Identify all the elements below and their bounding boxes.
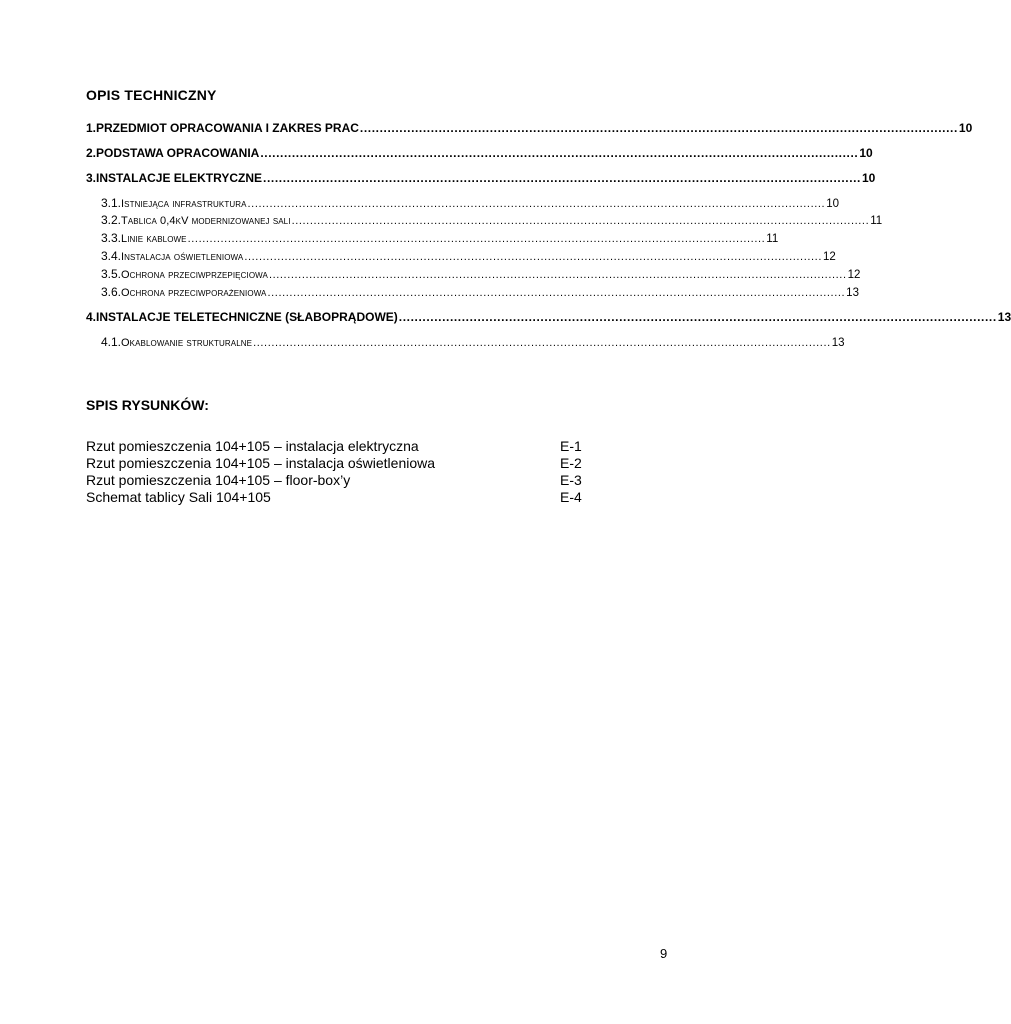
toc-entry-3-1[interactable] — [101, 196, 839, 210]
toc-leader: .............................................................................................................................................................. — [268, 269, 847, 281]
toc-title: INSTALACJE ELEKTRYCZNE — [96, 171, 263, 185]
toc-leader: .............................................................................................................................................................. — [187, 233, 766, 245]
drawing-code: E-3 — [560, 472, 582, 488]
toc-entry-3-6[interactable] — [101, 285, 859, 299]
toc-entry-1[interactable] — [86, 121, 973, 135]
toc-number: 3.2. — [101, 213, 122, 227]
toc-leader: .............................................................................................................................................................. — [253, 337, 831, 349]
toc-number: 3.3. — [101, 231, 122, 245]
toc-leader: .............................................................................................................................................................. — [267, 287, 846, 299]
toc-page: 10 — [958, 121, 973, 135]
toc-page: 11 — [766, 233, 779, 245]
toc-page: 13 — [997, 310, 1011, 324]
toc-leader: ........................................................................................................................................................ — [359, 121, 958, 135]
toc-number: 3.1. — [101, 196, 122, 210]
toc-entry-3-4[interactable] — [101, 249, 836, 263]
toc-number: 2. — [86, 146, 97, 160]
toc-leader: .............................................................................................................................................................. — [244, 251, 822, 263]
drawing-item — [86, 438, 586, 455]
toc-entry-3-3[interactable] — [101, 231, 779, 245]
toc-title: INSTALACJE TELETECHNICZNE (SŁABOPRĄDOWE) — [96, 310, 398, 324]
toc-leader: ........................................................................................................................................................ — [398, 310, 997, 324]
toc-entry-3[interactable] — [86, 171, 876, 185]
toc-leader: .............................................................................................................................................................. — [291, 215, 870, 227]
toc-page: 11 — [870, 215, 883, 227]
drawing-code: E-1 — [560, 438, 582, 454]
toc-page: 13 — [831, 337, 845, 349]
toc-title: Ochrona przeciwprzepięciowa — [121, 269, 268, 281]
toc-number: 3.6. — [101, 285, 122, 299]
toc-title: Instalacja oświetleniowa — [121, 251, 244, 263]
drawing-item — [86, 455, 586, 472]
drawing-item — [86, 489, 586, 506]
toc-entry-4[interactable] — [86, 310, 1011, 324]
toc-title: PRZEDMIOT OPRACOWANIA I ZAKRES PRAC — [96, 121, 359, 135]
toc-title: Istniejąca infrastruktura — [121, 198, 247, 210]
drawing-code: E-4 — [560, 489, 582, 505]
toc-leader: .............................................................................................................................................................. — [247, 198, 826, 210]
toc-number: 1. — [86, 121, 97, 135]
drawing-title: Rzut pomieszczenia 104+105 – floor-box’y — [86, 472, 351, 488]
toc-page: 12 — [823, 251, 836, 263]
toc-number: 4. — [86, 310, 97, 324]
drawing-title: Schemat tablicy Sali 104+105 — [86, 489, 271, 505]
page-number: 9 — [660, 946, 668, 961]
toc-number: 3. — [86, 171, 97, 185]
toc-title: PODSTAWA OPRACOWANIA — [96, 146, 260, 160]
toc-page: 10 — [826, 198, 839, 210]
toc-entry-3-5[interactable] — [101, 267, 861, 281]
drawing-title: Rzut pomieszczenia 104+105 – instalacja elektryczna — [86, 438, 419, 454]
toc-entry-4-1[interactable] — [101, 335, 845, 349]
toc-page: 13 — [846, 287, 859, 299]
toc-entry-2[interactable] — [86, 146, 873, 160]
toc-title: Okablowanie strukturalne — [121, 337, 253, 349]
drawings-list — [86, 438, 586, 506]
toc-leader: ........................................................................................................................................................ — [263, 171, 861, 185]
drawing-item — [86, 472, 586, 489]
toc-leader: ........................................................................................................................................................ — [260, 146, 859, 160]
toc-entry-3-2[interactable] — [101, 213, 883, 227]
toc-number: 4.1. — [101, 335, 122, 349]
drawings-heading: SPIS RYSUNKÓW: — [86, 397, 209, 413]
drawing-code: E-2 — [560, 455, 582, 471]
toc-title: Ochrona przeciwporażeniowa — [121, 287, 267, 299]
toc-title: Linie kablowe — [121, 233, 187, 245]
toc-page: 10 — [859, 146, 873, 160]
drawing-title: Rzut pomieszczenia 104+105 – instalacja oświetleniowa — [86, 455, 436, 471]
toc-page: 10 — [862, 171, 876, 185]
toc-number: 3.4. — [101, 249, 122, 263]
toc-page: 12 — [847, 269, 861, 281]
page-title: OPIS TECHNICZNY — [86, 87, 217, 103]
toc-number: 3.5. — [101, 267, 122, 281]
toc-title: Tablica 0,4kV modernizowanej sali — [121, 215, 291, 227]
